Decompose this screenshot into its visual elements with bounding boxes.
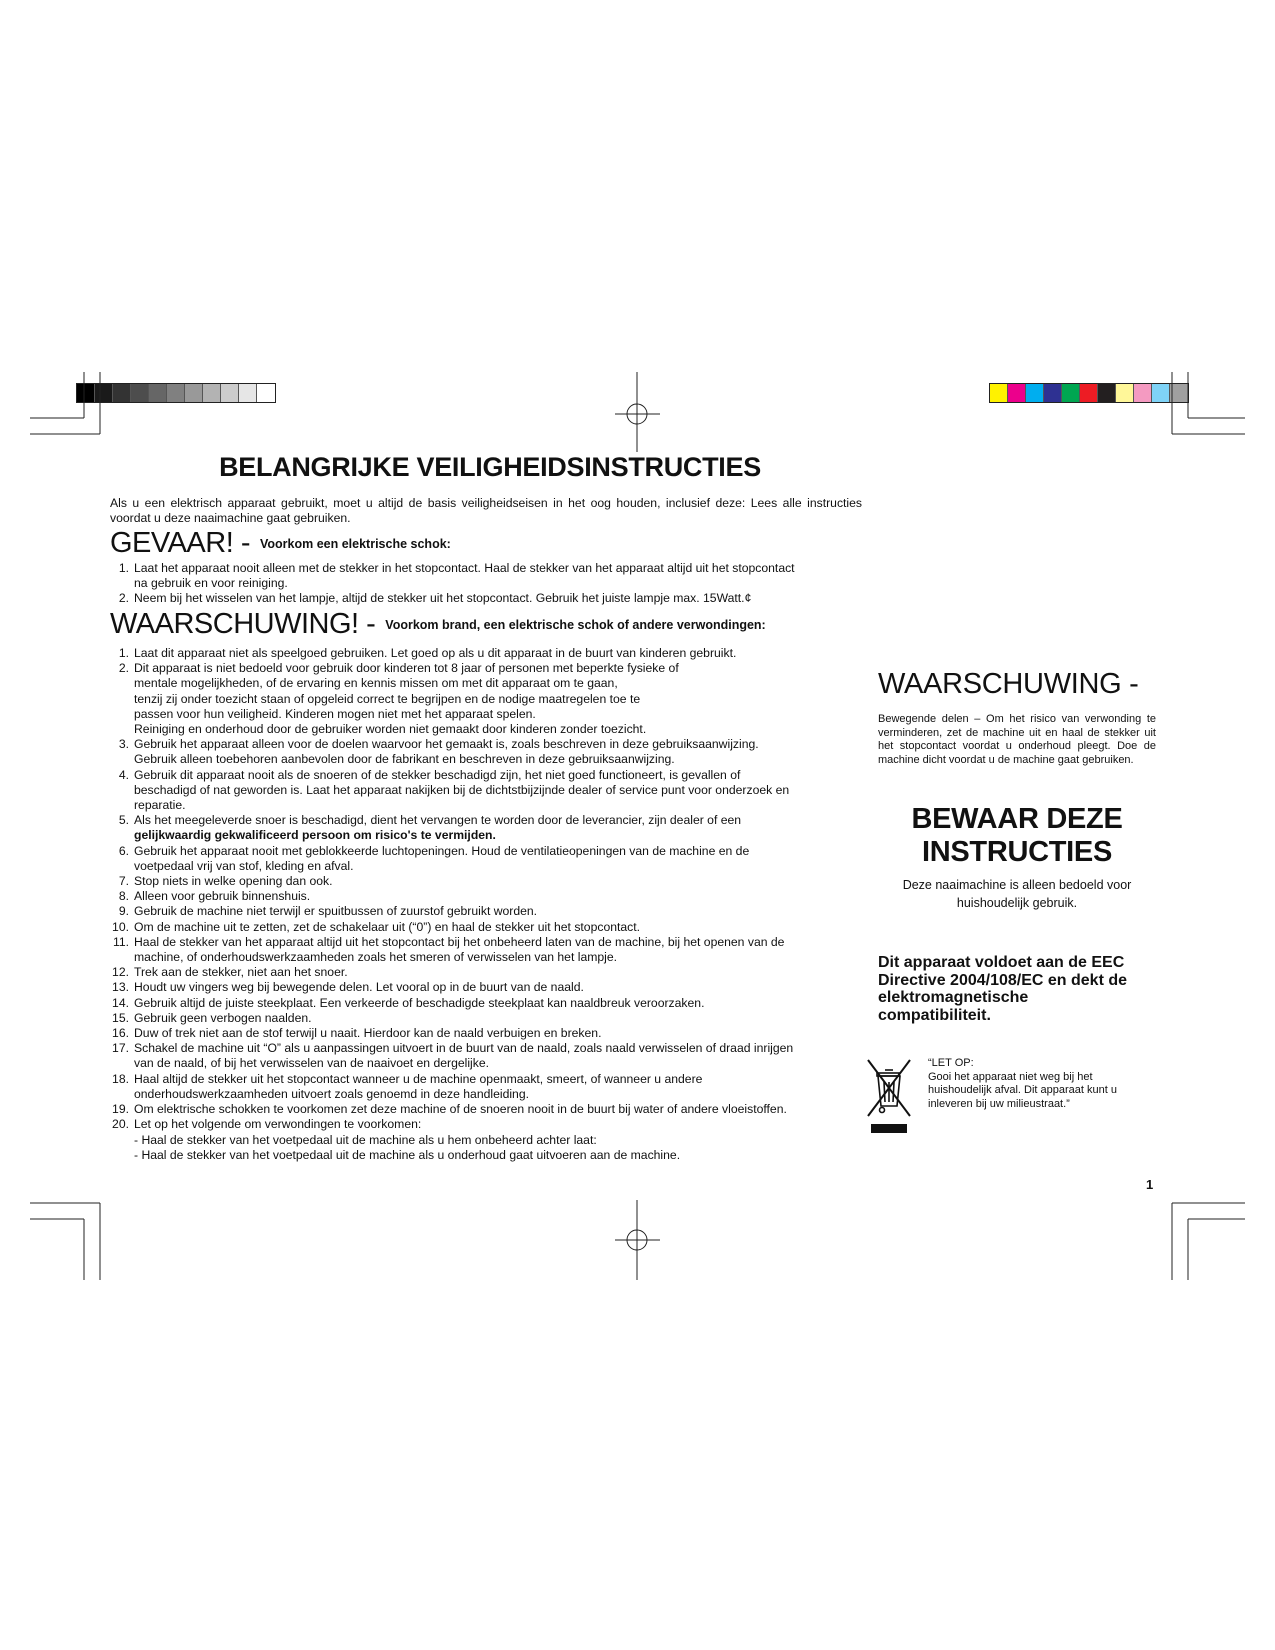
list-item-number: 13. xyxy=(112,980,129,995)
list-item-number: 3. xyxy=(118,737,129,752)
household-note-line: Deze naaimachine is alleen bedoeld voor xyxy=(902,878,1132,892)
eec-line: compatibiliteit. xyxy=(878,1006,991,1024)
list-item-text: Houdt uw vingers weg bij bewegende delen. Let vooral op in de buurt van de naald. xyxy=(134,980,584,995)
household-note-line: huishoudelijk gebruik. xyxy=(956,896,1078,910)
list-item-text: Neem bij het wisselen van het lampje, altijd de stekker uit het stopcontact. Gebruik het juiste lampje max. 15Watt.¢ xyxy=(134,591,752,606)
list-item-number: 2. xyxy=(118,661,129,676)
list-item xyxy=(110,844,862,874)
list-item-text: Dit apparaat is niet bedoeld voor gebruik door kinderen tot 8 jaar of personen met beperkte fysieke of xyxy=(134,661,679,676)
disposal-note-line: “LET OP: xyxy=(928,1057,974,1069)
eec-line: elektromagnetische xyxy=(878,989,1029,1006)
list-item xyxy=(110,996,862,1011)
list-item-number: 17. xyxy=(112,1041,129,1056)
list-item-text: Gebruik altijd de juiste steekplaat. Een verkeerde of beschadigde steekplaat kan naaldbreuk veroorzaken. xyxy=(134,995,705,1010)
list-item-number: 19. xyxy=(112,1102,129,1117)
list-item-number: 2. xyxy=(118,591,129,606)
list-item-text: van de naald, of bij het verwisselen van de naaivoet en dergelijke. xyxy=(134,1056,490,1071)
list-item-number: 15. xyxy=(112,1010,129,1025)
gevaar-heading xyxy=(110,527,451,560)
list-item-text: Om de machine uit te zetten, zet de schakelaar uit (“0”) en haal de stekker uit het stopcontact. xyxy=(134,919,641,934)
list-item xyxy=(110,591,862,606)
keep-heading-line: INSTRUCTIES xyxy=(921,836,1113,868)
list-item-text: Reiniging en onderhoud door de gebruiker worden niet gemaakt door kinderen zonder toezicht. xyxy=(134,722,647,737)
list-item-text: reparatie. xyxy=(134,798,186,813)
keep-heading-line: BEWAAR DEZE xyxy=(911,803,1123,835)
side-warning-heading: WAARSCHUWING - xyxy=(878,668,1139,700)
disposal-note-line: huishoudelijk afval. Dit apparaat kunt u xyxy=(928,1084,1117,1096)
gevaar-title: GEVAAR! - xyxy=(110,527,250,559)
list-item xyxy=(110,904,862,919)
intro-line: Als u een elektrisch apparaat gebruikt, moet u altijd de basis veiligheidseisen in het oog houden, inclusief deze: Lees alle xyxy=(110,496,802,510)
list-item-text: Haal altijd de stekker uit het stopcontact wanneer u de machine openmaakt, smeert, of wanneer u andere xyxy=(134,1071,703,1086)
list-item-number: 6. xyxy=(118,843,129,858)
list-item-emphasis: gelijkwaardig gekwalificeerd persoon om risico's te vermijden. xyxy=(134,828,496,843)
list-item-text: voetpedaal vrij van stof, kleding en afval. xyxy=(134,858,354,873)
list-item-number: 11. xyxy=(112,934,129,949)
intro-line: instructies voordat u deze naaimachine gaat gebruiken. xyxy=(110,496,863,525)
list-item-text: Gebruik alleen toebehoren aanbevolen door de fabrikant en beschreven in deze gebruiksaanwijzing. xyxy=(134,752,675,767)
list-item xyxy=(110,935,862,965)
list-item xyxy=(110,965,862,980)
list-item-number: 1. xyxy=(118,646,129,660)
list-item-number: 12. xyxy=(112,965,129,980)
intro-paragraph xyxy=(110,496,862,526)
waarschuwing-heading xyxy=(110,608,766,641)
list-item xyxy=(110,874,862,889)
list-item xyxy=(110,646,862,661)
list-item xyxy=(110,980,862,995)
page-number: 1 xyxy=(1146,1177,1154,1192)
list-item-text: Haal de stekker van het apparaat altijd uit het stopcontact bij het onbeheerd laten van de machine, bij het openen van de xyxy=(134,934,785,949)
registration-mark-bottom xyxy=(615,1200,660,1280)
disposal-note-line: Gooi het apparaat niet weg bij het xyxy=(928,1070,1093,1083)
list-item-text: beschadigd of nat geworden is. Laat het apparaat nakijken bij de dichtstbijzijnde dealer of service punt voor onderzoek en xyxy=(134,782,790,797)
list-item xyxy=(110,661,862,737)
keep-instructions-heading xyxy=(878,803,1156,869)
waarschuwing-title: WAARSCHUWING! - xyxy=(110,608,376,640)
list-item-text: Schakel de machine uit “O” als u aanpassingen uitvoert in de buurt van de naald, zoals naald verwisselen of draad inrijgen xyxy=(134,1041,794,1056)
list-item xyxy=(110,1011,862,1026)
crossed-out-wheelie-bin-icon xyxy=(865,1058,913,1138)
list-item-text: Als het meegeleverde snoer is beschadigd, dient het vervangen te worden door de leverancier, zijn dealer of een xyxy=(134,813,742,828)
list-item-number: 16. xyxy=(112,1026,129,1041)
list-item xyxy=(110,737,862,767)
list-item-text: - Haal de stekker van het voetpedaal uit de machine als u onderhoud gaat uitvoeren aan de machine. xyxy=(134,1147,681,1162)
list-item-number: 20. xyxy=(112,1117,129,1132)
list-item xyxy=(110,889,862,904)
side-warning-text: Bewegende delen – Om het risico van verwonding te verminderen, zet de machine uit en haal de stekker uit het stopcontact voordat u onderhoud pleegt. Doe de machine dicht voordat u de machine gaat gebruiken. xyxy=(878,713,1156,766)
eec-line: Directive 2004/108/EC en dekt de xyxy=(878,971,1128,989)
list-item xyxy=(110,768,862,814)
list-item-text: Gebruik geen verbogen naalden. xyxy=(134,1010,312,1025)
list-item-number: 7. xyxy=(118,874,129,889)
gevaar-list xyxy=(110,561,862,607)
list-item-text: na gebruik en voor reiniging. xyxy=(134,576,288,591)
list-item-text: Trek aan de stekker, niet aan het snoer. xyxy=(134,965,348,980)
list-item xyxy=(110,813,862,843)
list-item-text: Laat het apparaat nooit alleen met de stekker in het stopcontact. Haal de stekker van het apparaat altijd uit het stopcontact xyxy=(134,561,795,575)
registration-mark-top xyxy=(615,372,660,452)
disposal-note-line: inleveren bij uw milieustraat.” xyxy=(928,1097,1070,1110)
list-item-text: mentale mogelijkheden, of de ervaring en kennis missen om met dit apparaat om te gaan, xyxy=(134,676,618,691)
list-item-text: Alleen voor gebruik binnenshuis. xyxy=(134,889,311,904)
list-item xyxy=(110,1026,862,1041)
list-item xyxy=(110,920,862,935)
list-item xyxy=(110,1041,862,1071)
list-item xyxy=(110,561,862,591)
list-item xyxy=(110,1102,862,1117)
list-item-text: Laat dit apparaat niet als speelgoed gebruiken. Let goed op als u dit apparaat in de buurt van kinderen gebruikt. xyxy=(134,646,737,660)
list-item-text: Gebruik de machine niet terwijl er spuitbussen of zuurstof gebruikt worden. xyxy=(134,904,538,919)
list-item-number: 18. xyxy=(112,1071,129,1086)
list-item-number: 14. xyxy=(112,995,129,1010)
waarschuwing-subtitle: Voorkom brand, een elektrische schok of andere verwondingen: xyxy=(385,618,766,632)
list-item xyxy=(110,1072,862,1102)
list-item-number: 8. xyxy=(118,889,129,904)
list-item-number: 10. xyxy=(112,919,129,934)
list-item-number: 4. xyxy=(118,767,129,782)
list-item-text: passen voor hun veiligheid. Kinderen mogen niet met het apparaat spelen. xyxy=(134,706,536,721)
list-item-text: tenzij zij onder toezicht staan of opgeleid correct te begrijpen en de nodige maatregelen toe te xyxy=(134,691,641,706)
list-item-text: Gebruik het apparaat alleen voor de doelen waarvoor het gemaakt is, zoals beschreven in deze gebruiksaanwijzing. xyxy=(134,737,759,752)
list-item-number: 1. xyxy=(118,561,129,575)
list-item xyxy=(110,1117,862,1163)
list-item-text: Gebruik het apparaat nooit met geblokkeerde luchtopeningen. Houd de ventilatieopeningen van de machine en de xyxy=(134,843,750,858)
list-item-text: - Haal de stekker van het voetpedaal uit de machine als u hem onbeheerd achter laat: xyxy=(134,1132,597,1147)
list-item-text: Gebruik dit apparaat nooit als de snoeren of de stekker beschadigd zijn, het niet goed functioneert, is gevallen of xyxy=(134,767,741,782)
list-item-text: Duw of trek niet aan de stof terwijl u naait. Hierdoor kan de naald verbuigen en breken. xyxy=(134,1026,602,1041)
list-item-text: Om elektrische schokken te voorkomen zet deze machine of de snoeren nooit in de buurt bij water of andere vloeistoffen. xyxy=(134,1102,787,1117)
list-item-text: Stop niets in welke opening dan ook. xyxy=(134,874,333,889)
list-item-text: Let op het volgende om verwondingen te voorkomen: xyxy=(134,1117,422,1132)
eec-line: Dit apparaat voldoet aan de EEC xyxy=(878,954,1125,971)
gevaar-subtitle: Voorkom een elektrische schok: xyxy=(260,537,451,551)
page-title: BELANGRIJKE VEILIGHEIDSINSTRUCTIES xyxy=(219,452,761,482)
list-item-number: 5. xyxy=(118,813,129,828)
household-use-note xyxy=(878,876,1156,912)
list-item-number: 9. xyxy=(118,904,129,919)
list-item-text: machine, of onderhoudswerkzaamheden zoals het smeren of verwisselen van het lampje. xyxy=(134,950,618,965)
disposal-note xyxy=(928,1057,1158,1111)
waarschuwing-list xyxy=(110,646,862,1163)
eec-compliance-statement xyxy=(878,954,1168,1024)
list-item-text: onderhoudswerkzaamheden uitvoert zoals genoemd in deze handleiding. xyxy=(134,1086,530,1101)
